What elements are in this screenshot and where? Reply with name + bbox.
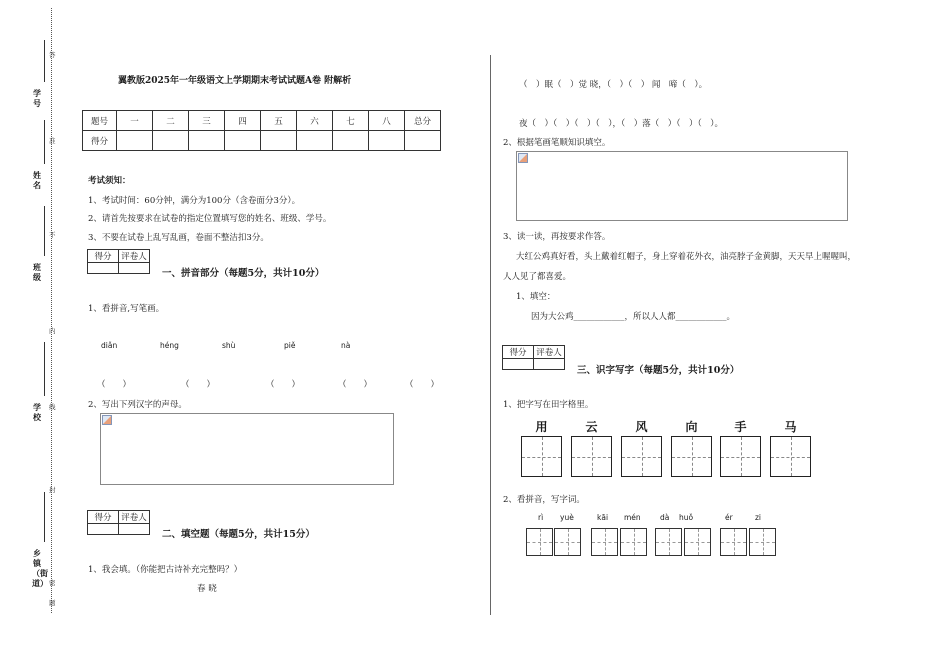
passage-line-2: 人人见了都喜爱。 [503, 272, 572, 282]
grader-reviewer-label: 评卷人 [119, 250, 150, 263]
grader-score-cell[interactable] [88, 524, 119, 535]
pinyin-label: yuè [560, 513, 574, 522]
grader-reviewer-label: 评卷人 [119, 511, 150, 524]
seal-mark-bu: 不 [49, 231, 56, 239]
section3-title: 三、识字写字（每题5分，共计10分） [577, 365, 740, 376]
notice-heading: 考试须知： [88, 176, 131, 186]
pinyin-label: diǎn [101, 341, 118, 350]
score-cell[interactable] [405, 131, 441, 151]
practice-char: 向 [685, 420, 698, 434]
right-q3: 3、读一读，再按要求作答。 [503, 232, 611, 242]
score-cell[interactable] [117, 131, 153, 151]
score-header-cell: 五 [261, 111, 297, 131]
writing-square[interactable] [526, 528, 553, 556]
label-class: 班级 [33, 262, 41, 282]
score-header-cell: 二 [153, 111, 189, 131]
binding-dotted-line [51, 8, 52, 613]
label-school: 学校 [33, 402, 41, 422]
answer-blank[interactable]: （ ） [181, 380, 216, 390]
grader-reviewer-cell[interactable] [119, 524, 150, 535]
practice-char: 手 [734, 420, 747, 434]
seal-mark-ti: 题 [49, 599, 56, 607]
poem-title: 春 晓 [197, 584, 217, 594]
section2-q1: 1、我会填。（你能把古诗补充完整吗？） [88, 565, 243, 575]
notice-item: 1、考试时间：60分钟，满分为100分（含卷面分3分）。 [88, 196, 301, 206]
field-line-school[interactable] [44, 342, 45, 396]
score-header-cell: 题号 [83, 111, 117, 131]
seal-mark-nei: 内 [49, 327, 56, 335]
score-cell[interactable] [333, 131, 369, 151]
section1-title: 一、拼音部分（每题5分，共计10分） [162, 268, 325, 279]
grader-box [502, 345, 565, 370]
score-cell[interactable] [153, 131, 189, 151]
score-header-cell: 七 [333, 111, 369, 131]
answer-blank[interactable]: （ ） [405, 380, 440, 390]
label-student-id: 学号 [33, 88, 41, 108]
grader-score-cell[interactable] [503, 359, 534, 370]
grader-score-label: 得分 [88, 511, 119, 524]
pinyin-label: nà [341, 341, 351, 350]
score-table-header-row [83, 111, 441, 131]
grader-reviewer-label: 评卷人 [534, 346, 565, 359]
seal-mark-feng: 封 [49, 486, 56, 494]
poem-line-2: 夜（ ）（ ）（ ）（ ），（ ）落（ ）（ ）（ ）。 [519, 119, 724, 129]
score-header-cell: 八 [369, 111, 405, 131]
score-header-cell: 一 [117, 111, 153, 131]
field-line-township[interactable] [44, 492, 45, 542]
tianzige-box[interactable] [770, 436, 811, 477]
seal-mark-zhun: 准 [49, 137, 56, 145]
fill-label: 1、填空： [516, 292, 556, 302]
score-cell[interactable] [225, 131, 261, 151]
section1-q2: 2、写出下列汉字的声母。 [88, 400, 187, 410]
label-name: 姓名 [33, 170, 41, 190]
field-line-class[interactable] [44, 206, 45, 256]
pinyin-label: piě [284, 341, 296, 350]
notice-item: 3、不要在试卷上乱写乱画，卷面不整洁扣3分。 [88, 233, 269, 243]
seal-mark-xian: 线 [49, 403, 56, 411]
tianzige-box[interactable] [720, 436, 761, 477]
score-table [82, 110, 441, 151]
grader-score-cell[interactable] [88, 263, 119, 274]
tianzige-box[interactable] [521, 436, 562, 477]
answer-blank[interactable]: （ ） [97, 380, 132, 390]
writing-square[interactable] [749, 528, 776, 556]
writing-square[interactable] [684, 528, 711, 556]
section2-title: 二、填空题（每题5分，共计15分） [162, 529, 315, 540]
score-row-label: 得分 [83, 131, 117, 151]
practice-char: 云 [585, 420, 598, 434]
field-line-student-id[interactable] [44, 40, 45, 82]
section3-q1: 1、把字写在田字格里。 [503, 400, 594, 410]
writing-square[interactable] [655, 528, 682, 556]
pinyin-label: zi [755, 513, 762, 522]
practice-char: 用 [535, 420, 548, 434]
passage-line-1: 大红公鸡真好看，头上戴着红帽子，身上穿着花外衣，油亮脖子金黄脚，天天早上喔喔叫， [516, 252, 857, 262]
pinyin-label: dà [660, 513, 670, 522]
pinyin-label: kāi [597, 513, 609, 522]
tianzige-box[interactable] [671, 436, 712, 477]
label-township: 乡镇（街道） [32, 548, 48, 588]
score-header-cell: 四 [225, 111, 261, 131]
seal-mark-mi: 密 [49, 579, 56, 587]
writing-square[interactable] [720, 528, 747, 556]
grader-box [87, 510, 150, 535]
seal-mark-da: 答 [49, 51, 56, 59]
score-cell[interactable] [261, 131, 297, 151]
image-placeholder-box [100, 413, 394, 485]
score-header-cell: 六 [297, 111, 333, 131]
score-cell[interactable] [189, 131, 225, 151]
pinyin-label: rì [538, 513, 544, 522]
grader-reviewer-cell[interactable] [119, 263, 150, 274]
writing-square[interactable] [620, 528, 647, 556]
score-cell[interactable] [297, 131, 333, 151]
broken-image-icon [102, 415, 112, 425]
pinyin-label: héng [160, 341, 179, 350]
image-placeholder-box [516, 151, 848, 221]
section1-q1: 1、看拼音,写笔画。 [88, 304, 165, 314]
right-q2: 2、根据笔画笔顺知识填空。 [503, 138, 611, 148]
fill-sentence[interactable]: 因为大公鸡____________，所以人人都____________。 [531, 312, 736, 322]
field-line-name[interactable] [44, 120, 45, 164]
pinyin-label: ér [725, 513, 733, 522]
answer-blank[interactable]: （ ） [266, 380, 301, 390]
section3-q2: 2、看拼音，写字词。 [503, 495, 585, 505]
broken-image-icon [518, 153, 528, 163]
tianzige-box[interactable] [621, 436, 662, 477]
grader-score-label: 得分 [503, 346, 534, 359]
grader-box [87, 249, 150, 274]
answer-blank[interactable]: （ ） [338, 380, 373, 390]
score-cell[interactable] [369, 131, 405, 151]
grader-reviewer-cell[interactable] [534, 359, 565, 370]
exam-title: 翼教版2025年一年级语文上学期期末考试试题A卷 附解析 [118, 76, 352, 86]
practice-char: 马 [784, 420, 797, 434]
pinyin-label: huǒ [679, 513, 694, 522]
tianzige-box[interactable] [571, 436, 612, 477]
pinyin-label: shù [222, 341, 236, 350]
writing-square[interactable] [554, 528, 581, 556]
grader-score-label: 得分 [88, 250, 119, 263]
column-divider [490, 55, 491, 615]
poem-line-1: （ ）眠（ ）觉 晓，（ ）（ ） 闻 啼（ ）。 [519, 80, 708, 90]
score-header-cell: 总分 [405, 111, 441, 131]
writing-square[interactable] [591, 528, 618, 556]
score-table-score-row [83, 131, 441, 151]
practice-char: 风 [635, 420, 648, 434]
notice-item: 2、请首先按要求在试卷的指定位置填写您的姓名、班级、学号。 [88, 214, 332, 224]
score-header-cell: 三 [189, 111, 225, 131]
pinyin-label: mén [624, 513, 641, 522]
